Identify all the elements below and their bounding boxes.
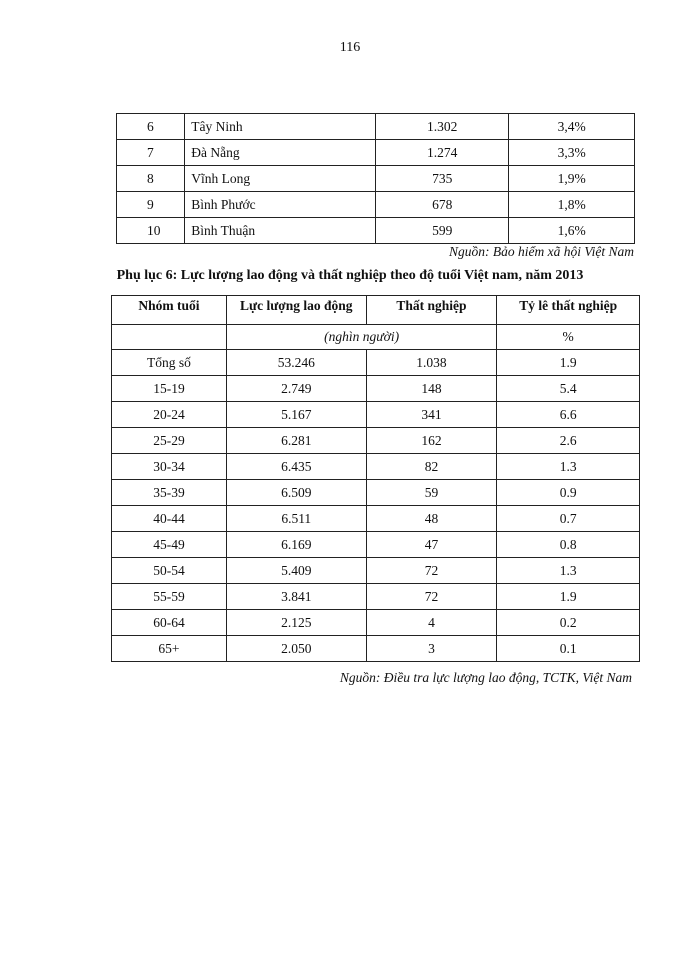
unit-thousand-people: (nghìn người) [226,325,496,350]
rate-cell: 1.9 [497,350,640,376]
percent-cell: 1,9% [509,166,635,192]
unit-row [112,325,640,350]
value-cell: 735 [375,166,509,192]
rank-cell: 6 [117,114,185,140]
rate-cell: 1.3 [497,454,640,480]
labor-force-cell: 2.125 [226,610,366,636]
rank-cell: 10 [117,218,185,244]
unemployed-cell: 72 [366,558,497,584]
age-group-cell: 55-59 [112,584,227,610]
age-group-table-source: Nguồn: Điều tra lực lượng lao động, TCTK, Việt Nam [339,670,632,685]
age-group-cell: 50-54 [112,558,227,584]
table-row [117,140,635,166]
value-cell: 599 [375,218,509,244]
labor-force-cell: 6.509 [226,480,366,506]
province-cell: Bình Thuận [185,218,376,244]
rate-cell: 0.8 [497,532,640,558]
percent-cell: 3,4% [509,114,635,140]
appendix-title: Phụ lục 6: Lực lượng lao động và thất nghiệp theo độ tuổi Việt nam, năm 2013 [116,268,584,283]
header-unemployment-rate: Tỷ lê thất nghiệp [497,296,640,325]
labor-force-cell: 6.281 [226,428,366,454]
labor-force-cell: 3.841 [226,584,366,610]
age-group-cell: 35-39 [112,480,227,506]
unemployed-cell: 1.038 [366,350,497,376]
labor-force-cell: 2.749 [226,376,366,402]
age-group-cell: 65+ [112,636,227,662]
unemployed-cell: 341 [366,402,497,428]
province-cell: Vĩnh Long [185,166,376,192]
rank-cell: 8 [117,166,185,192]
rank-cell: 7 [117,140,185,166]
value-cell: 1.274 [375,140,509,166]
table-row [112,558,640,584]
table-row [112,454,640,480]
table-row [112,402,640,428]
percent-cell: 3,3% [509,140,635,166]
table-row [112,584,640,610]
table-row [117,192,635,218]
rate-cell: 0.9 [497,480,640,506]
table-row [112,532,640,558]
age-group-table [111,295,640,662]
labor-force-cell: 2.050 [226,636,366,662]
labor-force-cell: 6.169 [226,532,366,558]
unemployed-cell: 48 [366,506,497,532]
unemployed-cell: 3 [366,636,497,662]
unemployed-cell: 4 [366,610,497,636]
province-table [116,113,635,244]
unemployed-cell: 47 [366,532,497,558]
unit-empty-cell [112,325,227,350]
table-row [112,636,640,662]
table-row [112,480,640,506]
age-group-cell: 30-34 [112,454,227,480]
province-cell: Bình Phước [185,192,376,218]
labor-force-cell: 53.246 [226,350,366,376]
province-table-source: Nguồn: Bảo hiểm xã hội Việt Nam [449,244,634,259]
value-cell: 678 [375,192,509,218]
page-number: 116 [339,40,361,55]
age-group-cell: Tổng số [112,350,227,376]
province-table-body [117,114,635,244]
percent-cell: 1,8% [509,192,635,218]
unemployed-cell: 82 [366,454,497,480]
rate-cell: 1.9 [497,584,640,610]
rate-cell: 0.7 [497,506,640,532]
table-row [112,428,640,454]
table-row [117,114,635,140]
table-row [112,376,640,402]
age-group-cell: 40-44 [112,506,227,532]
percent-cell: 1,6% [509,218,635,244]
rate-cell: 2.6 [497,428,640,454]
labor-force-cell: 6.435 [226,454,366,480]
province-cell: Tây Ninh [185,114,376,140]
unit-percent: % [497,325,640,350]
age-group-cell: 20-24 [112,402,227,428]
header-labor-force: Lực lượng lao động [226,296,366,325]
rate-cell: 5.4 [497,376,640,402]
unemployed-cell: 162 [366,428,497,454]
rate-cell: 6.6 [497,402,640,428]
age-group-cell: 25-29 [112,428,227,454]
province-cell: Đà Nẵng [185,140,376,166]
rank-cell: 9 [117,192,185,218]
table-row [112,350,640,376]
unemployed-cell: 148 [366,376,497,402]
age-group-header-row [112,296,640,325]
value-cell: 1.302 [375,114,509,140]
table-row [117,166,635,192]
table-row [117,218,635,244]
rate-cell: 0.1 [497,636,640,662]
header-age-group: Nhóm tuổi [112,296,227,325]
unemployed-cell: 72 [366,584,497,610]
unemployed-cell: 59 [366,480,497,506]
age-group-cell: 60-64 [112,610,227,636]
labor-force-cell: 5.167 [226,402,366,428]
age-group-cell: 15-19 [112,376,227,402]
labor-force-cell: 5.409 [226,558,366,584]
rate-cell: 0.2 [497,610,640,636]
rate-cell: 1.3 [497,558,640,584]
header-unemployed: Thất nghiệp [366,296,497,325]
age-group-cell: 45-49 [112,532,227,558]
table-row [112,506,640,532]
age-group-table-body [112,350,640,662]
table-row [112,610,640,636]
labor-force-cell: 6.511 [226,506,366,532]
